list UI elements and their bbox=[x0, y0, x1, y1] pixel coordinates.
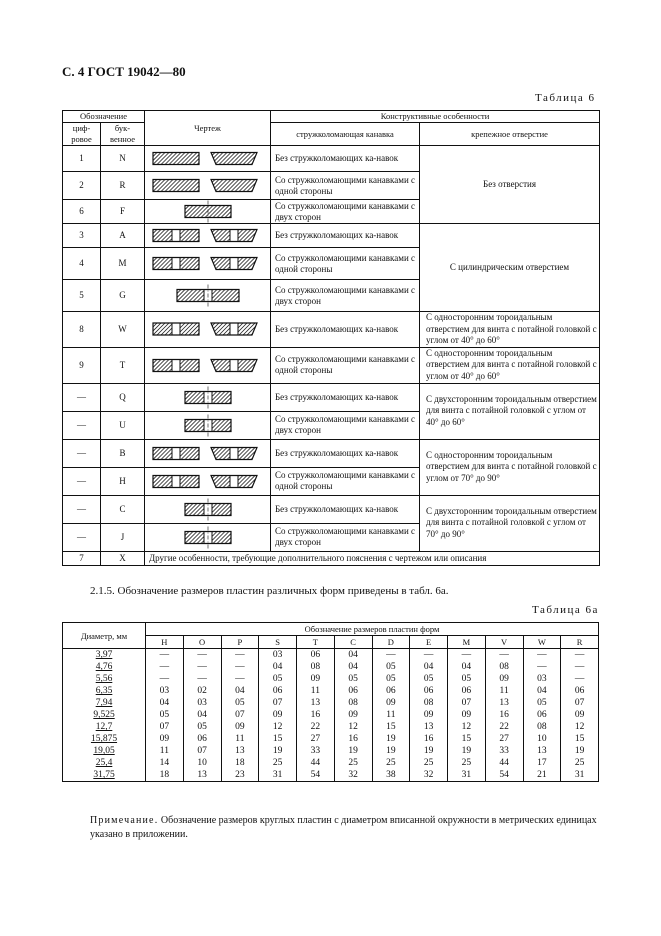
shape-header: C bbox=[334, 636, 372, 649]
table-row bbox=[63, 146, 600, 172]
groove-text: Без стружколомающих ка-навок bbox=[271, 224, 420, 248]
size-value: 19 bbox=[372, 745, 410, 757]
drawing-cell bbox=[145, 172, 271, 200]
size-value: 10 bbox=[183, 757, 221, 769]
size-value: 18 bbox=[221, 757, 259, 769]
size-value: 09 bbox=[448, 709, 486, 721]
table-row bbox=[63, 757, 599, 769]
size-value: 08 bbox=[523, 721, 561, 733]
table-row bbox=[63, 673, 599, 685]
size-value: 25 bbox=[410, 757, 448, 769]
shape-header: O bbox=[183, 636, 221, 649]
size-value: 04 bbox=[259, 661, 297, 673]
diameter-value: 4,76 bbox=[63, 661, 146, 673]
size-value: 13 bbox=[523, 745, 561, 757]
size-value: 19 bbox=[334, 745, 372, 757]
size-value: 04 bbox=[448, 661, 486, 673]
diameter-header: Диаметр, мм bbox=[63, 623, 146, 649]
table-row bbox=[63, 697, 599, 709]
drawing-header: Чертеж bbox=[145, 111, 271, 146]
size-value: 05 bbox=[372, 673, 410, 685]
size-value: 32 bbox=[410, 769, 448, 782]
size-value: 22 bbox=[297, 721, 335, 733]
size-value: 44 bbox=[485, 757, 523, 769]
size-value: 09 bbox=[410, 709, 448, 721]
size-value: 13 bbox=[183, 769, 221, 782]
letter-code: T bbox=[101, 347, 145, 383]
size-value: 31 bbox=[561, 769, 599, 782]
size-value: 05 bbox=[221, 697, 259, 709]
digit-code: — bbox=[63, 495, 101, 523]
size-value: 09 bbox=[259, 709, 297, 721]
size-value: 04 bbox=[146, 697, 184, 709]
size-value: 07 bbox=[183, 745, 221, 757]
insert-drawing bbox=[145, 348, 271, 383]
letter-code: F bbox=[101, 200, 145, 224]
size-value: 09 bbox=[297, 673, 335, 685]
digit-code: 4 bbox=[63, 248, 101, 280]
size-value: 12 bbox=[259, 721, 297, 733]
note bbox=[90, 814, 610, 842]
size-value: 08 bbox=[334, 697, 372, 709]
drawing-cell bbox=[145, 224, 271, 248]
size-value: — bbox=[561, 649, 599, 662]
shape-header: P bbox=[221, 636, 259, 649]
hole-text: С цилиндрическим отверстием bbox=[420, 224, 600, 312]
size-value: 07 bbox=[259, 697, 297, 709]
hole-text: С односторонним тороидальным отверстием для винта с потайной головкой с углом от 70° до 90° bbox=[420, 439, 600, 495]
size-value: 11 bbox=[221, 733, 259, 745]
size-value: 10 bbox=[523, 733, 561, 745]
size-value: 15 bbox=[372, 721, 410, 733]
groove-text: Со стружколомающими канавками с двух сторон bbox=[271, 280, 420, 312]
size-value: 07 bbox=[221, 709, 259, 721]
size-value: 13 bbox=[410, 721, 448, 733]
drawing-cell bbox=[145, 312, 271, 348]
groove-text: Со стружколомающими канавками с двух сторон bbox=[271, 200, 420, 224]
drawing-cell bbox=[145, 280, 271, 312]
groove-text: Со стружколомающими канавками с одной стороны bbox=[271, 172, 420, 200]
size-value: 04 bbox=[410, 661, 448, 673]
size-value: 04 bbox=[221, 685, 259, 697]
shape-header: E bbox=[410, 636, 448, 649]
size-value: — bbox=[146, 661, 184, 673]
insert-drawing bbox=[145, 384, 271, 411]
size-value: 12 bbox=[448, 721, 486, 733]
size-value: 22 bbox=[485, 721, 523, 733]
size-value: 13 bbox=[297, 697, 335, 709]
size-value: 04 bbox=[334, 661, 372, 673]
shape-header: H bbox=[146, 636, 184, 649]
letter-code: R bbox=[101, 172, 145, 200]
size-value: — bbox=[183, 673, 221, 685]
table-6 bbox=[62, 110, 600, 566]
letter-code: Q bbox=[101, 383, 145, 411]
table-row bbox=[63, 312, 600, 348]
diameter-value: 5,56 bbox=[63, 673, 146, 685]
groove-text: Со стружколомающими канавками с одной стороны bbox=[271, 347, 420, 383]
insert-drawing bbox=[145, 172, 271, 199]
size-value: — bbox=[221, 661, 259, 673]
drawing-cell bbox=[145, 146, 271, 172]
size-value: 54 bbox=[485, 769, 523, 782]
letter-code: W bbox=[101, 312, 145, 348]
other-features-text: Другие особенности, требующие дополнительного пояснения с чертежом или описания bbox=[145, 551, 600, 565]
digital-header: циф-ровое bbox=[63, 123, 101, 146]
table-row bbox=[63, 685, 599, 697]
groove-text: Со стружколомающими канавками с двух сторон bbox=[271, 523, 420, 551]
drawing-cell bbox=[145, 439, 271, 467]
insert-drawing bbox=[145, 440, 271, 467]
table-row bbox=[63, 721, 599, 733]
table-row bbox=[63, 709, 599, 721]
groove-header: стружколомающая канавка bbox=[271, 123, 420, 146]
drawing-cell bbox=[145, 467, 271, 495]
size-value: 03 bbox=[146, 685, 184, 697]
size-value: 16 bbox=[297, 709, 335, 721]
size-value: 16 bbox=[410, 733, 448, 745]
size-value: 03 bbox=[183, 697, 221, 709]
insert-drawing bbox=[145, 248, 271, 279]
size-value: 05 bbox=[259, 673, 297, 685]
size-value: 06 bbox=[183, 733, 221, 745]
size-value: 06 bbox=[448, 685, 486, 697]
digit-code: 8 bbox=[63, 312, 101, 348]
size-value: — bbox=[146, 649, 184, 662]
hole-text: Без отверстия bbox=[420, 146, 600, 224]
size-value: 17 bbox=[523, 757, 561, 769]
size-value: 25 bbox=[372, 757, 410, 769]
digit-code: 3 bbox=[63, 224, 101, 248]
size-value: 05 bbox=[410, 673, 448, 685]
drawing-cell bbox=[145, 347, 271, 383]
size-value: 08 bbox=[410, 697, 448, 709]
insert-drawing bbox=[145, 200, 271, 223]
size-value: 11 bbox=[146, 745, 184, 757]
size-value: 27 bbox=[485, 733, 523, 745]
size-value: 23 bbox=[221, 769, 259, 782]
diameter-value: 15,875 bbox=[63, 733, 146, 745]
groove-text: Без стружколомающих ка-навок bbox=[271, 146, 420, 172]
table-row bbox=[63, 661, 599, 673]
size-value: 04 bbox=[523, 685, 561, 697]
table-row bbox=[63, 347, 600, 383]
size-value: — bbox=[410, 649, 448, 662]
size-value: 05 bbox=[372, 661, 410, 673]
digit-code: — bbox=[63, 383, 101, 411]
size-value: 11 bbox=[372, 709, 410, 721]
insert-drawing bbox=[145, 524, 271, 551]
diameter-value: 3,97 bbox=[63, 649, 146, 662]
letter-code: C bbox=[101, 495, 145, 523]
shape-header: T bbox=[297, 636, 335, 649]
size-value: 15 bbox=[561, 733, 599, 745]
drawing-cell bbox=[145, 248, 271, 280]
size-value: — bbox=[183, 649, 221, 662]
size-value: 09 bbox=[221, 721, 259, 733]
size-value: 25 bbox=[334, 757, 372, 769]
size-value: 19 bbox=[410, 745, 448, 757]
digit-code: 6 bbox=[63, 200, 101, 224]
size-value: — bbox=[183, 661, 221, 673]
size-value: 33 bbox=[485, 745, 523, 757]
size-value: — bbox=[523, 661, 561, 673]
table-row bbox=[63, 383, 600, 411]
size-value: 07 bbox=[448, 697, 486, 709]
shape-header: D bbox=[372, 636, 410, 649]
size-value: 13 bbox=[221, 745, 259, 757]
size-value: 18 bbox=[146, 769, 184, 782]
drawing-cell bbox=[145, 411, 271, 439]
table-row bbox=[63, 649, 599, 662]
diameter-value: 19,05 bbox=[63, 745, 146, 757]
insert-drawing bbox=[145, 313, 271, 345]
size-value: 11 bbox=[297, 685, 335, 697]
digit-code: — bbox=[63, 467, 101, 495]
size-value: 16 bbox=[485, 709, 523, 721]
size-value: 25 bbox=[448, 757, 486, 769]
digit-code: 2 bbox=[63, 172, 101, 200]
size-value: 06 bbox=[297, 649, 335, 662]
page-header: С. 4 ГОСТ 19042—80 bbox=[62, 64, 186, 79]
groove-text: Без стружколомающих ка-навок bbox=[271, 495, 420, 523]
paragraph-2-1-5: 2.1.5. Обозначение размеров пластин различных форм приведены в табл. 6а. bbox=[90, 585, 449, 597]
drawing-cell bbox=[145, 523, 271, 551]
digit-code: 9 bbox=[63, 347, 101, 383]
size-value: 05 bbox=[523, 697, 561, 709]
groove-text: Со стружколомающими канавками с одной стороны bbox=[271, 248, 420, 280]
diameter-value: 12,7 bbox=[63, 721, 146, 733]
letter-code: M bbox=[101, 248, 145, 280]
size-value: — bbox=[523, 649, 561, 662]
size-value: 06 bbox=[372, 685, 410, 697]
size-value: 25 bbox=[259, 757, 297, 769]
groove-text: Без стружколомающих ка-навок bbox=[271, 383, 420, 411]
size-value: 21 bbox=[523, 769, 561, 782]
letter-header: бук-венное bbox=[101, 123, 145, 146]
size-value: 09 bbox=[334, 709, 372, 721]
size-value: 19 bbox=[561, 745, 599, 757]
insert-drawing bbox=[145, 412, 271, 439]
table-row bbox=[63, 769, 599, 782]
digit-code: 7 bbox=[63, 551, 101, 565]
size-value: 27 bbox=[297, 733, 335, 745]
features-header: Конструктивные особенности bbox=[271, 111, 600, 123]
diameter-value: 31,75 bbox=[63, 769, 146, 782]
designation-header: Обозначение bbox=[63, 111, 145, 123]
size-value: 08 bbox=[485, 661, 523, 673]
insert-drawing bbox=[145, 496, 271, 523]
digit-code: 5 bbox=[63, 280, 101, 312]
insert-drawing bbox=[145, 224, 271, 247]
diameter-value: 25,4 bbox=[63, 757, 146, 769]
insert-drawing bbox=[145, 468, 271, 495]
size-value: 02 bbox=[183, 685, 221, 697]
shape-header: V bbox=[485, 636, 523, 649]
letter-code: J bbox=[101, 523, 145, 551]
diameter-value: 7,94 bbox=[63, 697, 146, 709]
shape-header: M bbox=[448, 636, 486, 649]
insert-drawing bbox=[145, 280, 271, 311]
table-row bbox=[63, 733, 599, 745]
size-value: — bbox=[146, 673, 184, 685]
size-value: 15 bbox=[448, 733, 486, 745]
digit-code: — bbox=[63, 439, 101, 467]
size-value: 11 bbox=[485, 685, 523, 697]
size-value: 16 bbox=[334, 733, 372, 745]
size-value: 38 bbox=[372, 769, 410, 782]
digit-code: 1 bbox=[63, 146, 101, 172]
table-row bbox=[63, 224, 600, 248]
groove-text: Со стружколомающими канавками с одной стороны bbox=[271, 467, 420, 495]
shape-header: R bbox=[561, 636, 599, 649]
hole-header: крепежное отверстие bbox=[420, 123, 600, 146]
size-value: 19 bbox=[448, 745, 486, 757]
size-value: 06 bbox=[410, 685, 448, 697]
letter-code: X bbox=[101, 551, 145, 565]
size-value: 12 bbox=[561, 721, 599, 733]
size-value: 09 bbox=[561, 709, 599, 721]
hole-text: С двухсторонним тороидальным отверстием для винта с потайной головкой с углом от 40° до 60° bbox=[420, 383, 600, 439]
table-6a bbox=[62, 622, 599, 782]
size-value: 14 bbox=[146, 757, 184, 769]
size-value: 32 bbox=[334, 769, 372, 782]
size-value: 08 bbox=[297, 661, 335, 673]
hole-text: С односторонним тороидальным отверстием для винта с потайной головкой с углом от 40° до 60° bbox=[420, 312, 600, 348]
diameter-value: 6,35 bbox=[63, 685, 146, 697]
size-value: 05 bbox=[183, 721, 221, 733]
size-value: 03 bbox=[259, 649, 297, 662]
size-value: — bbox=[561, 661, 599, 673]
drawing-cell bbox=[145, 200, 271, 224]
size-value: 05 bbox=[448, 673, 486, 685]
note-text: Обозначение размеров круглых пластин с диаметром вписанной окружности в метрических единицах указано в приложении. bbox=[90, 815, 597, 840]
letter-code: A bbox=[101, 224, 145, 248]
size-value: 15 bbox=[259, 733, 297, 745]
size-value: 06 bbox=[259, 685, 297, 697]
size-value: 04 bbox=[183, 709, 221, 721]
size-value: 44 bbox=[297, 757, 335, 769]
size-value: 31 bbox=[259, 769, 297, 782]
size-value: 54 bbox=[297, 769, 335, 782]
shape-header: S bbox=[259, 636, 297, 649]
size-value: 33 bbox=[297, 745, 335, 757]
size-value: — bbox=[221, 673, 259, 685]
size-value: 19 bbox=[259, 745, 297, 757]
size-value: 19 bbox=[372, 733, 410, 745]
shape-header: W bbox=[523, 636, 561, 649]
table6a-caption: Таблица 6а bbox=[532, 604, 599, 616]
digit-code: — bbox=[63, 523, 101, 551]
size-value: 25 bbox=[561, 757, 599, 769]
size-value: 09 bbox=[485, 673, 523, 685]
size-value: 07 bbox=[146, 721, 184, 733]
letter-code: H bbox=[101, 467, 145, 495]
digit-code: — bbox=[63, 411, 101, 439]
hole-text: С односторонним тороидальным отверстием для винта с потайной головкой с углом от 40° до 60° bbox=[420, 347, 600, 383]
size-value: 09 bbox=[372, 697, 410, 709]
letter-code: B bbox=[101, 439, 145, 467]
table6-caption: Таблица 6 bbox=[535, 92, 596, 104]
letter-code: U bbox=[101, 411, 145, 439]
size-value: 06 bbox=[334, 685, 372, 697]
size-value: 06 bbox=[523, 709, 561, 721]
size-value: 05 bbox=[146, 709, 184, 721]
size-value: — bbox=[485, 649, 523, 662]
table-row bbox=[63, 495, 600, 523]
groove-text: Без стружколомающих ка-навок bbox=[271, 439, 420, 467]
size-value: 31 bbox=[448, 769, 486, 782]
table-row bbox=[63, 551, 600, 565]
shapes-group-header: Обозначение размеров пластин форм bbox=[146, 623, 599, 636]
size-value: — bbox=[448, 649, 486, 662]
size-value: 12 bbox=[334, 721, 372, 733]
drawing-cell bbox=[145, 495, 271, 523]
size-value: — bbox=[372, 649, 410, 662]
table-row bbox=[63, 745, 599, 757]
size-value: 09 bbox=[146, 733, 184, 745]
diameter-value: 9,525 bbox=[63, 709, 146, 721]
size-value: — bbox=[561, 673, 599, 685]
letter-code: G bbox=[101, 280, 145, 312]
table-row bbox=[63, 439, 600, 467]
insert-drawing bbox=[145, 146, 271, 171]
size-value: 03 bbox=[523, 673, 561, 685]
hole-text: С двухсторонним тороидальным отверстием для винта с потайной головкой с углом от 70° до 90° bbox=[420, 495, 600, 551]
size-value: 04 bbox=[334, 649, 372, 662]
drawing-cell bbox=[145, 383, 271, 411]
letter-code: N bbox=[101, 146, 145, 172]
size-value: 07 bbox=[561, 697, 599, 709]
groove-text: Со стружколомающими канавками с двух сторон bbox=[271, 411, 420, 439]
size-value: 13 bbox=[485, 697, 523, 709]
groove-text: Без стружколомающих ка-навок bbox=[271, 312, 420, 348]
size-value: 06 bbox=[561, 685, 599, 697]
size-value: — bbox=[221, 649, 259, 662]
note-label: Примечание. bbox=[90, 815, 159, 826]
size-value: 05 bbox=[334, 673, 372, 685]
